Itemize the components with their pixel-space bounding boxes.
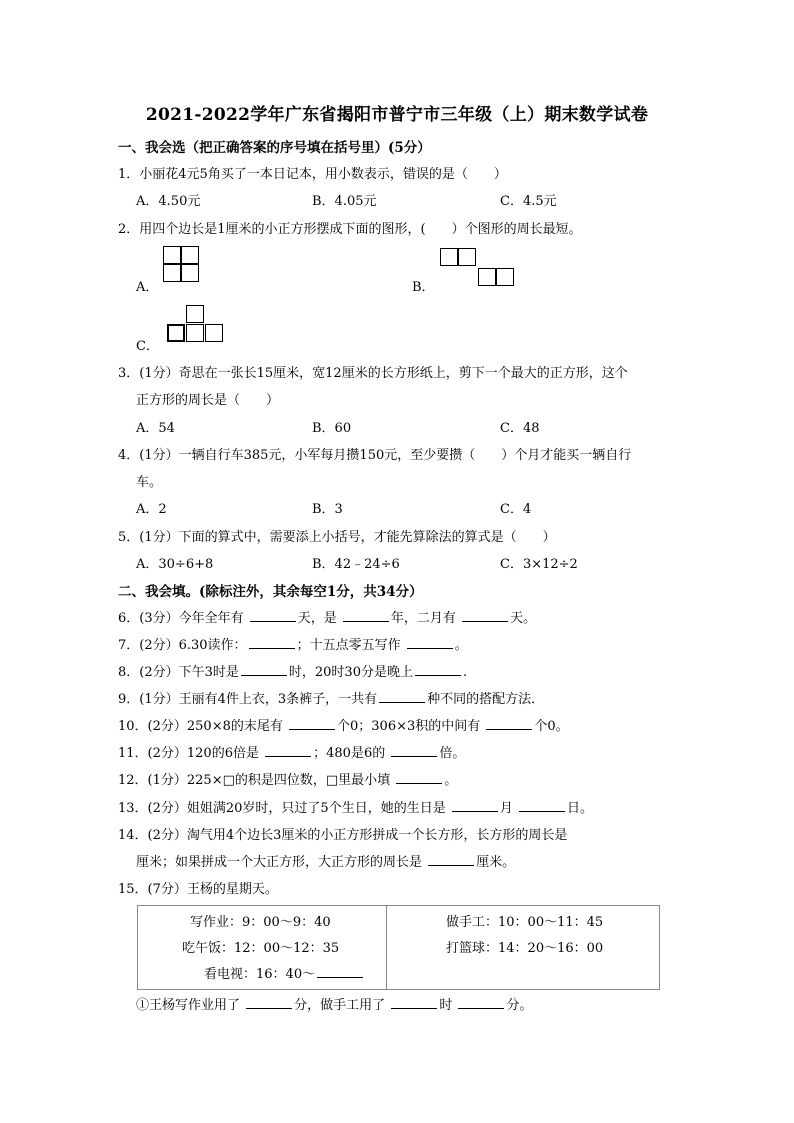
q12: 12．(1分）225×□的积是四位数，□里最小填 。 <box>118 773 458 788</box>
schedule-tv-blank[interactable] <box>317 965 363 978</box>
schedule-tv: 看电视：16：40～ <box>204 963 365 982</box>
q12-blank-1[interactable] <box>396 771 442 784</box>
q9-blank-1[interactable] <box>379 690 425 703</box>
q6: 6．(3分）今年全年有 天，是 年，二月有 天。 <box>118 611 537 626</box>
schedule-homework: 写作业：9：00～9：40 <box>190 915 331 930</box>
q4-option-a[interactable]: A．2 <box>136 502 167 517</box>
q3-text-line1: 3．(1分）奇思在一张长15厘米，宽12厘米的长方形纸上，剪下一个最大的正方形，这个 <box>118 366 628 381</box>
q5-option-a[interactable]: A．30÷6+8 <box>136 557 214 572</box>
q9: 9．(1分）王丽有4件上衣，3条裤子，一共有 种不同的搭配方法． <box>118 692 545 707</box>
q3-option-a[interactable]: A．54 <box>136 421 175 436</box>
q7-blank-2[interactable] <box>407 636 453 649</box>
q3-option-b[interactable]: B．60 <box>312 421 352 436</box>
q2-option-b[interactable]: B． <box>412 280 435 295</box>
section2-heading: 二、我会填。(除标注外，其余每空1分，共34分） <box>118 584 423 600</box>
q15-sub1-blank-2[interactable] <box>391 996 437 1009</box>
q8-blank-2[interactable] <box>415 663 461 676</box>
q1-text: 1．小丽花4元5角买了一本日记本，用小数表示，错误的是（ ） <box>118 167 507 182</box>
q8-blank-1[interactable] <box>241 663 287 676</box>
q10-blank-2[interactable] <box>486 717 532 730</box>
q6-blank-1[interactable] <box>250 609 296 622</box>
q7: 7．(2分）6.30读作： ；十五点零五写作 。 <box>118 638 468 653</box>
q1-option-a[interactable]: A．4.50元 <box>136 194 201 209</box>
q14-line1: 14．(2分）淘气用4个边长3厘米的小正方形拼成一个长方形，长方形的周长是 <box>118 828 568 843</box>
q5-option-b[interactable]: B．42﹣24÷6 <box>312 557 400 572</box>
q14-blank-2[interactable] <box>428 853 474 866</box>
schedule-basketball: 打篮球：14：20～16：00 <box>446 941 604 956</box>
section1-heading: 一、我会选（把正确答案的序号填在括号里）(5分） <box>118 140 431 156</box>
q11-blank-2[interactable] <box>391 744 437 757</box>
q11-blank-1[interactable] <box>265 744 311 757</box>
q14-line2: 厘米；如果拼成一个大正方形，大正方形的周长是 厘米。 <box>136 855 516 870</box>
q5-text: 5．(1分）下面的算式中，需要添上小括号，才能先算除法的算式是（ ） <box>118 530 556 545</box>
q6-blank-3[interactable] <box>462 609 508 622</box>
q2-option-a[interactable]: A． <box>136 280 159 295</box>
q15-sub1: ①王杨写作业用了 分，做手工用了 时 分。 <box>136 998 533 1013</box>
q4-text-line1: 4．(1分）一辆自行车385元，小军每月攒150元，至少要攒（ ）个月才能买一辆自行 <box>118 448 632 463</box>
q8: 8．(2分）下午3时是 时，20时30分是晚上 . <box>118 665 468 680</box>
q5-option-c[interactable]: C．3×12÷2 <box>500 557 578 572</box>
q10: 10．(2分）250×8的末尾有 个0；306×3积的中间有 个0。 <box>118 719 569 734</box>
q1-option-b[interactable]: B．4.05元 <box>312 194 377 209</box>
schedule-lunch: 吃午饭：12：00～12：35 <box>182 941 340 956</box>
q15-sub1-blank-1[interactable] <box>246 996 292 1009</box>
page-title: 2021-2022学年广东省揭阳市普宁市三年级（上）期末数学试卷 <box>145 105 649 125</box>
q2-text: 2．用四个边长是1厘米的小正方形摆成下面的图形，( ）个图形的周长最短。 <box>118 222 582 237</box>
q2-option-c[interactable]: C． <box>136 339 159 354</box>
q4-option-c[interactable]: C．4 <box>500 502 532 517</box>
q7-blank-1[interactable] <box>249 636 295 649</box>
q4-option-b[interactable]: B．3 <box>312 502 343 517</box>
q1-option-c[interactable]: C．4.5元 <box>500 194 557 209</box>
q13-blank-1[interactable] <box>452 799 498 812</box>
q13-blank-2[interactable] <box>519 799 565 812</box>
q10-blank-1[interactable] <box>289 717 335 730</box>
schedule-table <box>137 905 660 990</box>
q3-option-c[interactable]: C．48 <box>500 421 540 436</box>
q11: 11．(2分）120的6倍是 ；480是6的 倍。 <box>118 746 466 761</box>
q3-text-line2: 正方形的周长是（ ） <box>136 393 280 408</box>
q4-text-line2: 车。 <box>136 475 163 490</box>
q15-text: 15．(7分）王杨的星期天。 <box>118 882 278 897</box>
q15-sub1-blank-3[interactable] <box>458 996 504 1009</box>
q6-blank-2[interactable] <box>343 609 389 622</box>
q13: 13．(2分）姐姐满20岁时，只过了5个生日，她的生日是 月 日。 <box>118 801 594 816</box>
schedule-handcraft: 做手工：10：00～11：45 <box>446 915 604 930</box>
